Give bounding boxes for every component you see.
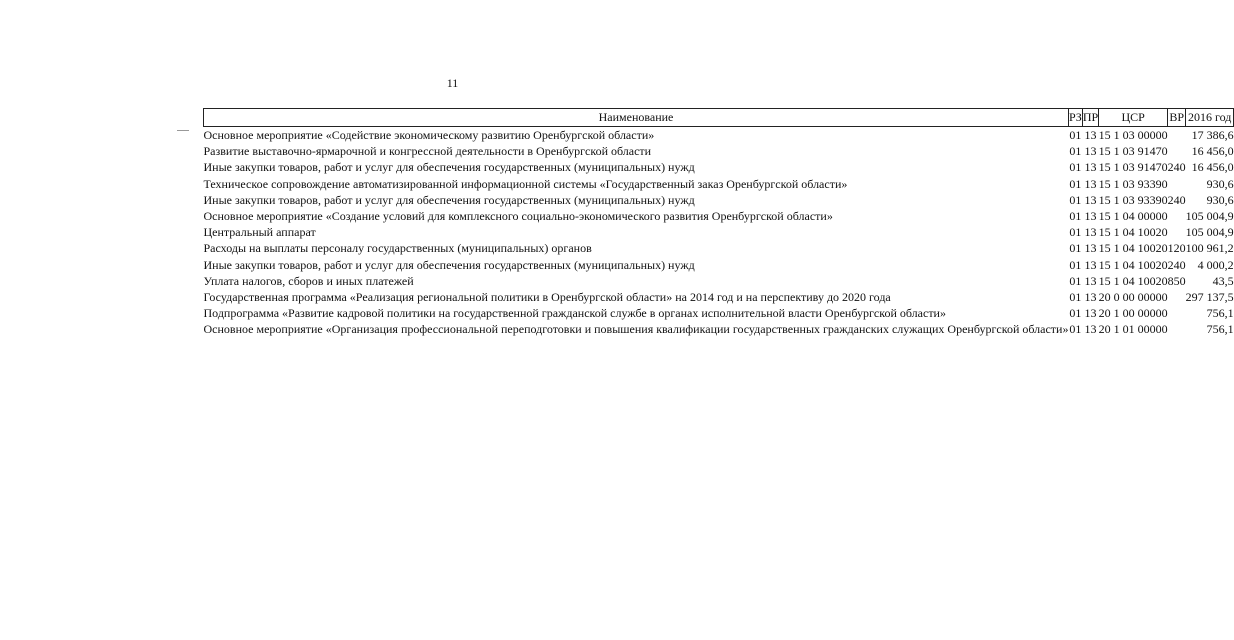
table-row — [204, 273, 1234, 289]
cell-pr: 13 — [1084, 128, 1097, 142]
table-header — [204, 109, 1234, 127]
cell-csr: 15 1 04 00000 — [1098, 209, 1168, 224]
cell-pr: 13 — [1084, 290, 1097, 305]
cell-rz: 01 — [1069, 257, 1082, 272]
cell-rz: 01 — [1069, 176, 1082, 191]
cell-vr — [1168, 208, 1186, 224]
cell-pr: 13 — [1084, 241, 1097, 256]
cell-pr: 13 — [1084, 257, 1097, 272]
cell-pr: 13 — [1084, 192, 1097, 207]
cell-csr: 20 1 00 00000 — [1098, 306, 1168, 321]
cell-vr — [1168, 176, 1186, 192]
cell-name: Иные закупки товаров, работ и услуг для обеспечения государственных (муниципальных) нужд — [203, 192, 695, 207]
cell-vr — [1168, 224, 1186, 240]
cell-rz: 01 — [1069, 290, 1082, 305]
cell-csr: 15 1 03 93390 — [1098, 192, 1168, 207]
cell-sum: 930,6 — [1206, 176, 1234, 191]
cell-csr: 15 1 04 10020 — [1098, 257, 1168, 272]
cell-csr: 20 0 00 00000 — [1098, 290, 1168, 305]
cell-name: Основное мероприятие «Создание условий для комплексного социально-экономического развития Оренбургской области» — [203, 209, 833, 224]
cell-name: Центральный аппарат — [203, 225, 316, 240]
header-name: Наименование — [204, 109, 1069, 127]
cell-vr — [1168, 289, 1186, 305]
cell-name: Развитие выставочно-ярмарочной и конгрессной деятельности в Оренбургской области — [203, 144, 652, 159]
cell-csr: 20 1 01 00000 — [1098, 322, 1168, 337]
page-number: 11 — [446, 76, 459, 90]
cell-name: Расходы на выплаты персоналу государственных (муниципальных) органов — [203, 241, 592, 256]
table-row — [204, 192, 1234, 208]
cell-rz: 01 — [1069, 225, 1082, 240]
cell-pr: 13 — [1084, 160, 1097, 175]
table-body — [204, 127, 1234, 338]
cell-sum: 43,5 — [1212, 273, 1234, 288]
cell-vr — [1168, 305, 1186, 321]
cell-name: Иные закупки товаров, работ и услуг для обеспечения государственных (муниципальных) нужд — [203, 257, 695, 272]
cell-pr: 13 — [1084, 144, 1097, 159]
cell-rz: 01 — [1069, 192, 1082, 207]
cell-sum: 100 961,2 — [1185, 241, 1234, 256]
cell-sum: 17 386,6 — [1191, 128, 1234, 142]
cell-vr: 240 — [1167, 257, 1186, 272]
cell-sum: 16 456,0 — [1191, 160, 1234, 175]
cell-csr: 15 1 03 91470 — [1098, 144, 1168, 159]
cell-vr: 240 — [1167, 160, 1186, 175]
table-row — [204, 305, 1234, 321]
table-row — [204, 321, 1234, 337]
table-row — [204, 224, 1234, 240]
cell-sum: 4 000,2 — [1197, 257, 1234, 272]
cell-rz: 01 — [1069, 273, 1082, 288]
cell-csr: 15 1 03 00000 — [1098, 128, 1168, 142]
cell-vr: 850 — [1167, 273, 1186, 288]
table-row — [204, 208, 1234, 224]
table-row — [204, 143, 1234, 159]
table-row — [204, 176, 1234, 192]
cell-sum: 756,1 — [1206, 322, 1234, 337]
cell-csr: 15 1 04 10020 — [1098, 225, 1168, 240]
cell-rz: 01 — [1069, 241, 1082, 256]
cell-sum: 756,1 — [1206, 306, 1234, 321]
cell-pr: 13 — [1084, 176, 1097, 191]
budget-table — [203, 108, 1234, 338]
table-row — [204, 159, 1234, 175]
header-pr: ПР — [1082, 109, 1098, 127]
table-row — [204, 127, 1234, 144]
cell-rz: 01 — [1069, 209, 1082, 224]
cell-rz: 01 — [1069, 160, 1082, 175]
cell-vr: 120 — [1167, 241, 1186, 256]
cell-pr: 13 — [1084, 273, 1097, 288]
cell-csr: 15 1 04 10020 — [1098, 273, 1168, 288]
header-vr: ВР — [1168, 109, 1186, 127]
cell-pr: 13 — [1084, 322, 1097, 337]
cell-name: Основное мероприятие «Организация профессиональной переподготовки и повышения квалификации государственных гражданских служащих Оренбургской области» — [203, 322, 1069, 337]
cell-vr: 240 — [1167, 192, 1186, 207]
cell-pr: 13 — [1084, 306, 1097, 321]
cell-name: Техническое сопровождение автоматизированной информационной системы «Государственный заказ Оренбургской области» — [203, 176, 848, 191]
table-row — [204, 289, 1234, 305]
cell-csr: 15 1 03 93390 — [1098, 176, 1168, 191]
cell-sum: 16 456,0 — [1191, 144, 1234, 159]
cell-sum: 297 137,5 — [1185, 290, 1234, 305]
table-row — [204, 240, 1234, 256]
cell-sum: 105 004,9 — [1185, 209, 1234, 224]
cell-sum: 105 004,9 — [1185, 225, 1234, 240]
cell-rz: 01 — [1069, 144, 1082, 159]
cell-name: Иные закупки товаров, работ и услуг для обеспечения государственных (муниципальных) нужд — [203, 160, 695, 175]
cell-vr — [1168, 321, 1186, 337]
cell-name: Государственная программа «Реализация региональной политики в Оренбургской области» на 2014 год и на перспективу до 2020 года — [203, 290, 891, 305]
cell-csr: 15 1 04 10020 — [1098, 241, 1168, 256]
cell-rz: 01 — [1069, 128, 1082, 142]
table-row — [204, 257, 1234, 273]
cell-name: Подпрограмма «Развитие кадровой политики на государственной гражданской службе в органах исполнительной власти Оренбургской области» — [203, 306, 946, 321]
cell-vr — [1168, 127, 1186, 144]
margin-mark — [177, 130, 189, 131]
cell-rz: 01 — [1069, 322, 1082, 337]
cell-sum: 930,6 — [1206, 192, 1234, 207]
cell-name: Уплата налогов, сборов и иных платежей — [203, 273, 414, 288]
header-rz: РЗ — [1068, 109, 1082, 127]
cell-csr: 15 1 03 91470 — [1098, 160, 1168, 175]
cell-pr: 13 — [1084, 209, 1097, 224]
header-csr: ЦСР — [1099, 109, 1168, 127]
cell-pr: 13 — [1084, 225, 1097, 240]
cell-rz: 01 — [1069, 306, 1082, 321]
cell-name: Основное мероприятие «Содействие экономическому развитию Оренбургской области» — [203, 128, 655, 142]
header-sum: 2016 год — [1186, 109, 1234, 127]
cell-vr — [1168, 143, 1186, 159]
